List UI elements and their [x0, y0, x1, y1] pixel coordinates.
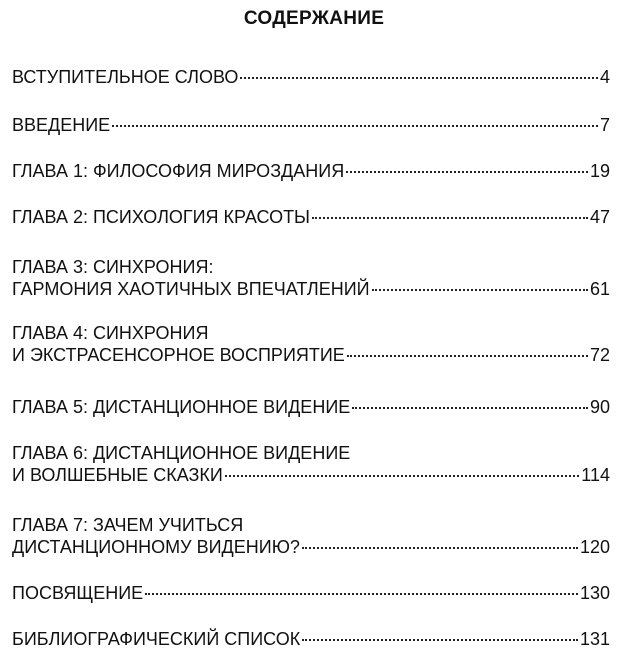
toc-page-number: 4: [599, 67, 610, 87]
toc-page-number: 131: [579, 629, 610, 649]
toc-entry: [12, 514, 610, 558]
toc-entry-first-line: ГЛАВА 6: ДИСТАНЦИОННОЕ ВИДЕНИЕ: [12, 443, 351, 463]
dot-leader: [302, 638, 578, 641]
toc-entry-label: И ЭКСТРАСЕНСОРНОЕ ВОСПРИЯТИЕ: [12, 345, 345, 365]
toc-entry: [12, 582, 610, 604]
page-title: СОДЕРЖАНИЕ: [243, 8, 385, 29]
toc-page-number: 120: [579, 537, 610, 557]
dot-leader: [225, 474, 580, 477]
toc-page-number: 61: [589, 279, 610, 299]
toc-entry: [12, 396, 610, 418]
toc-page-number: 47: [589, 207, 610, 227]
toc-entry-first-line: ГЛАВА 7: ЗАЧЕМ УЧИТЬСЯ: [12, 515, 244, 535]
toc-entry: [12, 628, 610, 650]
toc-entry-label: ДИСТАНЦИОННОМУ ВИДЕНИЮ?: [12, 537, 300, 557]
toc-entry: [12, 114, 610, 136]
toc-entry-label: БИБЛИОГРАФИЧЕСКИЙ СПИСОК: [12, 629, 301, 649]
dot-leader: [346, 170, 588, 173]
toc-entry-first-line: ГЛАВА 3: СИНХРОНИЯ:: [12, 257, 214, 277]
dot-leader: [145, 592, 578, 595]
toc-entry: [12, 256, 610, 300]
toc-entry: [12, 322, 610, 366]
toc-entry-label: ВВЕДЕНИЕ: [12, 115, 111, 135]
toc-page-number: 90: [589, 397, 610, 417]
toc-page-number: 114: [581, 465, 610, 485]
dot-leader: [352, 406, 588, 409]
dot-leader: [372, 288, 588, 291]
toc-entry-label: ГЛАВА 1: ФИЛОСОФИЯ МИРОЗДАНИЯ: [12, 161, 345, 181]
dot-leader: [312, 216, 588, 219]
toc-page-number: 72: [589, 345, 610, 365]
dot-leader: [240, 76, 598, 79]
toc-entry-label: ВСТУПИТЕЛЬНОЕ СЛОВО: [12, 67, 239, 87]
toc-entry: [12, 66, 610, 88]
dot-leader: [112, 124, 598, 127]
toc-page-number: 7: [599, 115, 610, 135]
toc-entry-label: И ВОЛШЕБНЫЕ СКАЗКИ: [12, 465, 223, 485]
toc-entry-label: ГЛАВА 2: ПСИХОЛОГИЯ КРАСОТЫ: [12, 207, 310, 227]
toc-entry-first-line: ГЛАВА 4: СИНХРОНИЯ: [12, 323, 209, 343]
dot-leader: [347, 354, 588, 357]
toc-entry-label: ПОСВЯЩЕНИЕ: [12, 583, 144, 603]
toc-entry: [12, 160, 610, 182]
dot-leader: [302, 546, 578, 549]
toc-entry: [12, 206, 610, 228]
toc-entry-label: ГЛАВА 5: ДИСТАНЦИОННОЕ ВИДЕНИЕ: [12, 397, 351, 417]
toc-page-number: 130: [579, 583, 610, 603]
toc-entry: [12, 442, 610, 486]
toc-page-number: 19: [589, 161, 610, 181]
toc-entry-label: ГАРМОНИЯ ХАОТИЧНЫХ ВПЕЧАТЛЕНИЙ: [12, 279, 370, 299]
